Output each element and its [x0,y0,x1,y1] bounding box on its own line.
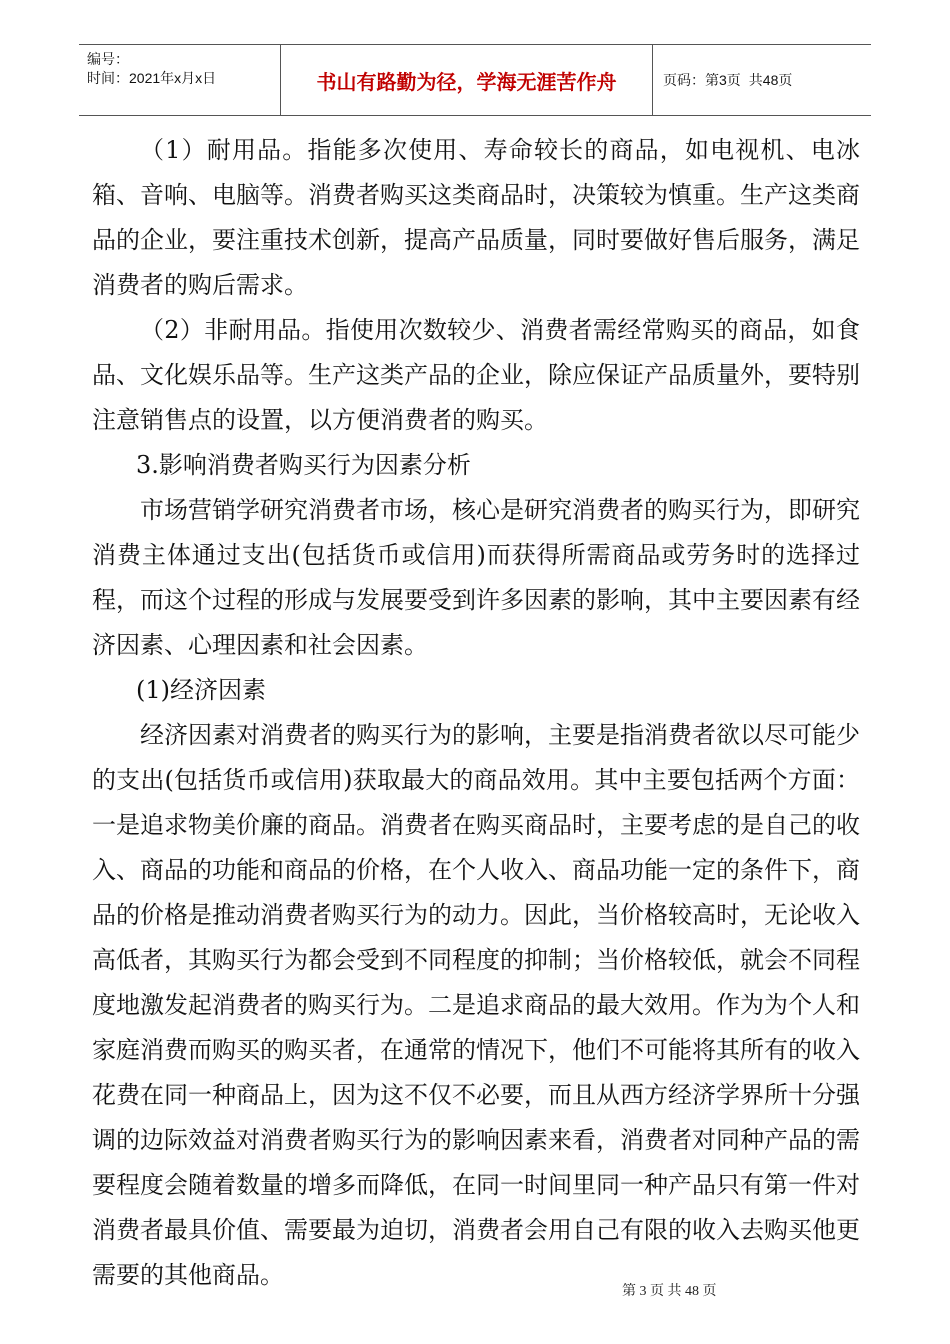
date-label: 时间：2021年x月x日 [87,70,217,86]
header-motto: 书山有路勤为径，学海无涯苦作舟 [281,45,653,115]
page-header [79,44,871,116]
page-footer: 第 3 页 共 48 页 [622,1284,717,1299]
paragraph-market-research: 市场营销学研究消费者市场，核心是研究消费者的购买行为，即研究消费主体通过支出(包括货币或信用)而获得所需商品或劳务时的选择过程，而这个过程的形成与发展要受到许多因素的影响，其中主要因素有经济因素、心理因素和社会因素。 [92,496,860,659]
header-page-info [653,45,871,115]
paragraph-nondurable-goods: （2）非耐用品。指使用次数较少、消费者需经常购买的商品，如食品、文化娱乐品等。生产这类产品的企业，除应保证产品质量外，要特别注意销售点的设置，以方便消费者的购买。 [92,316,860,434]
paragraph-economic-factors: 经济因素对消费者的购买行为的影响，主要是指消费者欲以尽可能少的支出(包括货币或信用)获取最大的商品效用。其中主要包括两个方面：一是追求物美价廉的商品。消费者在购买商品时，主要考虑的是自己的收入、商品的功能和商品的价格，在个人收入、商品功能一定的条件下，商品的价格是推动消费者购买行为的动力。因此，当价格较高时，无论收入高低者，其购买行为都会受到不同程度的抑制；当价格较低，就会不同程度地激发起消费者的购买行为。二是追求商品的最大效用。作为为个人和家庭消费而购买的购买者，在通常的情况下，他们不可能将其所有的收入花费在同一种商品上，因为这不仅不必要，而且从西方经济学界所十分强调的边际效益对消费者购买行为的影响因素来看，消费者对同种产品的需要程度会随着数量的增多而降低，在同一时间里同一种产品只有第一件对消费者最具价值、需要最为迫切，消费者会用自己有限的收入去购买他更需要的其他商品。 [92,721,860,1289]
subsection-heading-economic: (1)经济因素 [136,676,266,704]
header-page-number: 页码：第3页 [663,72,741,88]
document-body [92,128,860,1298]
paragraph-durable-goods: （1）耐用品。指能多次使用、寿命较长的商品，如电视机、电冰箱、音响、电脑等。消费者购买这类商品时，决策较为慎重。生产这类商品的企业，要注重技术创新，提高产品质量，同时要做好售后服务，满足消费者的购后需求。 [92,136,860,299]
serial-number-label: 编号： [87,51,129,67]
header-page-total: 共48页 [748,72,793,88]
header-meta [79,45,281,115]
section-heading-factors: 3.影响消费者购买行为因素分析 [136,451,471,479]
